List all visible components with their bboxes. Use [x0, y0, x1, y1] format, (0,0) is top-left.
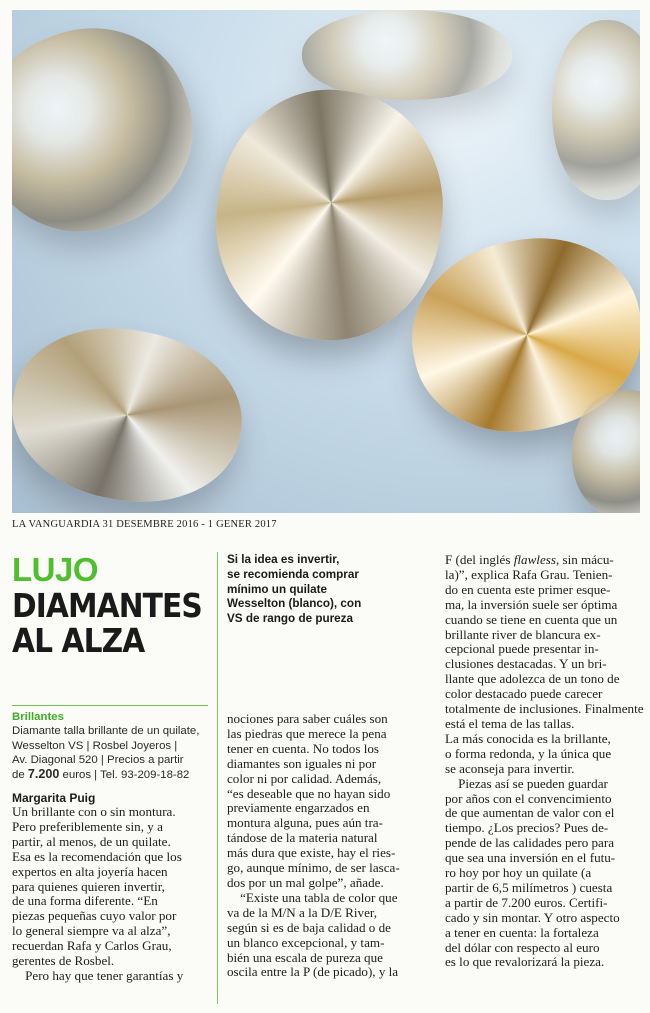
info-line: Wesselton VS | Rosbel Joyeros |: [12, 739, 178, 752]
body-line: cuando se tiene en cuenta que un: [445, 611, 618, 627]
body-line: o forma redonda, y la única que: [445, 745, 612, 761]
body-line: montura alguna, pues aún tra-: [227, 815, 383, 831]
info-label: Brillantes: [12, 711, 64, 723]
text-run: , sin mácu-: [555, 552, 614, 567]
info-line: Diamante talla brillante de un quilate,: [12, 725, 200, 738]
body-line: [445, 553, 641, 568]
author-byline: Margarita Puig: [12, 791, 96, 805]
pull-quote-line: mínimo un quilate: [227, 582, 327, 596]
body-line: llante que adolezca de un tono de: [445, 671, 620, 687]
body-line: tándose de la materia natural: [227, 830, 378, 846]
body-line: oscila entre la P (de picado), y la: [227, 964, 399, 980]
body-line: es lo que revalorizará la pieza.: [445, 954, 605, 970]
body-line: está el tema de las tallas.: [445, 715, 575, 731]
body-line: clusiones destacadas. Y un bri-: [445, 656, 607, 672]
pull-quote-line: Si la idea es invertir,: [227, 553, 340, 566]
body-column-3: [445, 552, 644, 970]
body-line: para quienes quieren invertir,: [12, 878, 165, 894]
body-line: partir, al menos, de un quilate.: [12, 833, 171, 849]
diamond-image: [552, 20, 640, 200]
body-line: según si es de baja calidad o de: [227, 919, 391, 935]
body-line: color destacado puede carecer: [445, 686, 603, 702]
body-line: ma, la inversión suele ser óptima: [445, 596, 618, 612]
product-info-box: [12, 710, 212, 782]
body-line: de una forma diferente. “En: [12, 893, 158, 909]
headline-line: AL ALZA: [12, 621, 145, 660]
body-line: La más conocida es la brillante,: [445, 730, 611, 746]
body-column-2: [227, 712, 433, 980]
body-line: pende de las calidades pero para: [445, 835, 615, 851]
body-line: “es deseable que no hayan sido: [227, 785, 391, 801]
body-line: las piedras que merece la pena: [227, 725, 387, 741]
body-line: Pero hay que tener garantías y: [12, 967, 184, 983]
body-line: previamente engarzados en: [227, 800, 370, 816]
body-line: gerentes de Rosbel.: [12, 953, 115, 969]
body-line: cado y sin montar. Y otro aspecto: [445, 909, 620, 925]
body-line: Esa es la recomendación que los: [12, 848, 182, 864]
body-line: do en cuenta este primer esque-: [445, 581, 611, 597]
body-line: ro hoy por hoy un quilate (a: [445, 865, 592, 881]
body-line: un blanco excepcional, y tam-: [227, 934, 385, 950]
body-line: bién una escala de pureza que: [227, 949, 383, 965]
body-column-3-lines: [445, 566, 644, 970]
body-line: piezas pequeñas cuyo valor por: [12, 908, 177, 924]
pull-quote-line: VS de rango de pureza: [227, 612, 353, 626]
body-line: se aconseja para invertir.: [445, 760, 575, 776]
body-line: brillante river de blancura ex-: [445, 626, 601, 642]
italic-term: flawless: [513, 552, 556, 567]
diamond-image: [12, 311, 255, 513]
info-line: Av. Diagonal 520 | Precios a partir: [12, 753, 184, 766]
body-line: partir de 6,5 milímetros ) cuesta: [445, 879, 613, 895]
body-line: a partir de 7.200 euros. Certifi-: [445, 894, 608, 910]
body-line: dos por un mal golpe”, añade.: [227, 874, 384, 890]
body-line: totalmente de inclusiones. Finalmente: [445, 701, 644, 717]
body-column-1: [12, 805, 216, 984]
diamonds-photo: [12, 10, 640, 513]
body-line: Un brillante con o sin montura.: [12, 804, 176, 819]
price-prefix: de: [12, 769, 28, 782]
body-line: recuerdan Rafa y Carlos Grau,: [12, 938, 172, 954]
body-line: más dura que existe, hay el ries-: [227, 845, 396, 861]
body-line: la)”, explica Rafa Grau. Tenien-: [445, 566, 613, 582]
body-line: de que aumentan de valor con el: [445, 805, 615, 821]
body-line: go, aunque mínimo, de ser lasca-: [227, 860, 400, 876]
body-line: “Existe una tabla de color que: [227, 889, 398, 905]
body-line: a tener en cuenta: la fortaleza: [445, 924, 599, 940]
body-line: lo general siempre va al alza”,: [12, 923, 171, 939]
section-kicker: LUJO: [12, 551, 99, 588]
article-headline: [12, 586, 202, 660]
info-price-line: [12, 767, 212, 782]
body-line: del dólar con respecto al euro: [445, 939, 600, 955]
diamond-image: [12, 10, 220, 260]
text-run: F (del inglés: [445, 552, 514, 567]
body-line: cepcional puede presentar in-: [445, 641, 599, 657]
body-line: expertos en alta joyería hacen: [12, 863, 168, 879]
body-line: Pero preferiblemente sin, y a: [12, 818, 163, 834]
body-line: por años con el convencimiento: [445, 790, 612, 806]
body-line: color ni por calidad. Además,: [227, 770, 382, 786]
column-divider: [217, 552, 218, 1004]
price-suffix: euros | Tel. 93-209-18-82: [59, 769, 190, 782]
body-line: nociones para saber cuáles son: [227, 711, 388, 726]
body-line: va de la M/N a la D/E River,: [227, 904, 378, 920]
diamond-image: [302, 10, 512, 100]
body-line: diamantes son iguales ni por: [227, 755, 377, 771]
body-line: tener en cuenta. No todos los: [227, 740, 379, 756]
body-line: que sea una inversión en el futu-: [445, 850, 616, 866]
publication-caption: LA VANGUARDIA 31 DESEMBRE 2016 - 1 GENER 2017: [12, 519, 277, 530]
body-line: tiempo. ¿Los precios? Pues de-: [445, 820, 609, 836]
price-value: 7.200: [27, 767, 60, 782]
divider: [12, 705, 208, 706]
pull-quote: [227, 553, 427, 627]
body-line: Piezas así se pueden guardar: [445, 775, 608, 791]
pull-quote-line: Wesselton (blanco), con: [227, 597, 362, 611]
headline-line: DIAMANTES: [12, 586, 202, 625]
pull-quote-line: se recomienda comprar: [227, 567, 359, 581]
